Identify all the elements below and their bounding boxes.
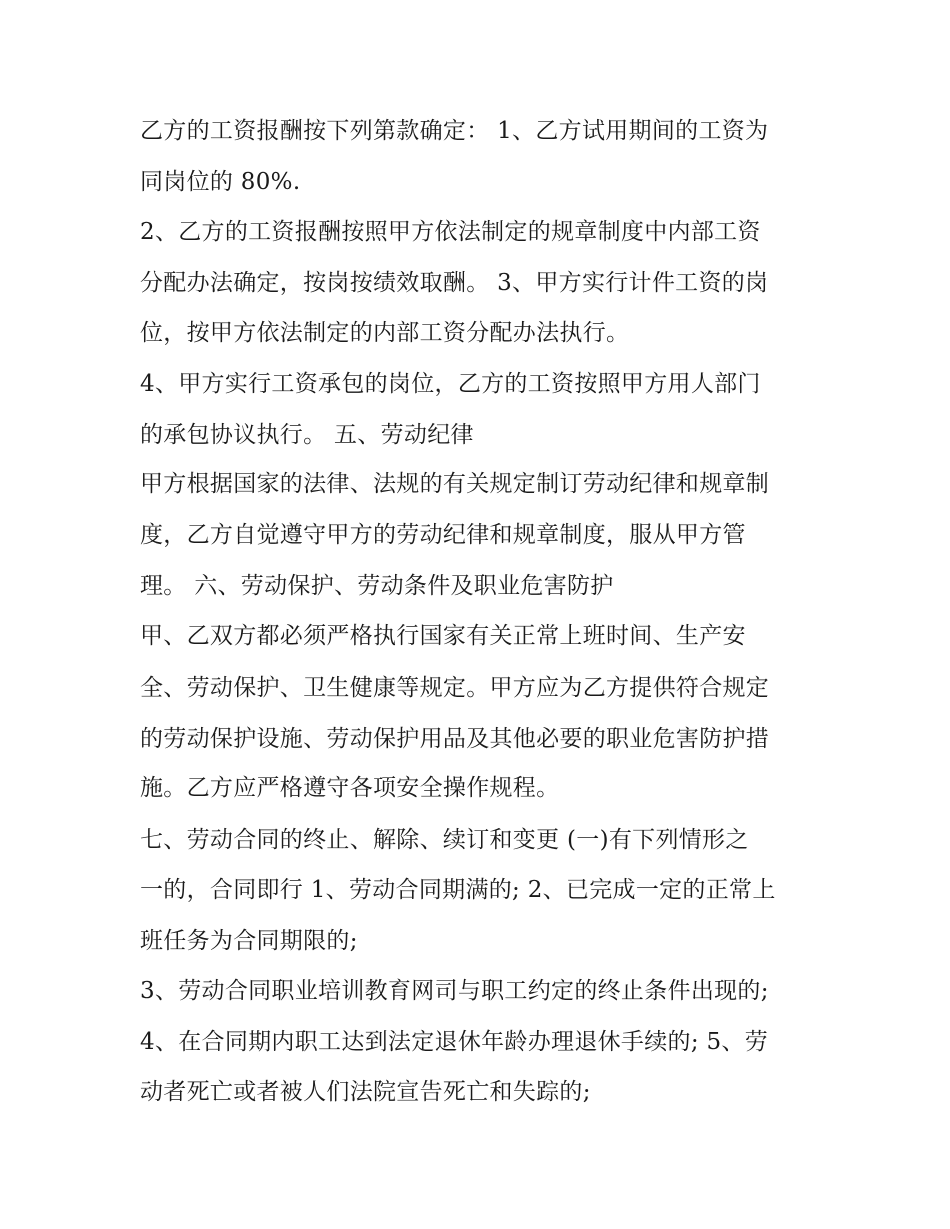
- text-line: 全、劳动保护、卫生健康等规定。甲方应为乙方提供符合规定: [140, 675, 770, 701]
- text-line: 2、乙方的工资报酬按照甲方依法制定的规章制度中内部工资: [140, 219, 761, 245]
- text-line: 七、劳动合同的终止、解除、续订和变更 (一)有下列情形之: [140, 827, 749, 853]
- text-line: 的劳动保护设施、劳动保护用品及其他必要的职业危害防护措: [140, 726, 770, 752]
- text-line: 理。 六、劳动保护、劳动条件及职业危害防护: [140, 573, 614, 599]
- text-line: 甲方根据国家的法律、法规的有关规定制订劳动纪律和规章制: [140, 471, 770, 497]
- text-line: 分配办法确定，按岗按绩效取酬。 3、甲方实行计件工资的岗: [140, 270, 769, 296]
- text-line: 动者死亡或者被人们法院宣告死亡和失踪的;: [140, 1079, 591, 1105]
- text-line: 的承包协议执行。 五、劳动纪律: [140, 422, 474, 448]
- text-line: 乙方的工资报酬按下列第款确定： 1、乙方试用期间的工资为: [140, 118, 769, 144]
- text-line: 班任务为合同期限的;: [140, 928, 358, 954]
- text-line: 施。乙方应严格遵守各项安全操作规程。: [140, 775, 560, 801]
- text-line: 一的，合同即行 1、劳动合同期满的; 2、已完成一定的正常上: [140, 877, 776, 903]
- text-line: 4、在合同期内职工达到法定退休年龄办理退休手续的; 5、劳: [140, 1029, 769, 1055]
- text-line: 3、劳动合同职业培训教育网司与职工约定的终止条件出现的;: [140, 978, 769, 1004]
- text-line: 位，按甲方依法制定的内部工资分配办法执行。: [140, 320, 630, 346]
- text-line: 同岗位的 80%.: [140, 169, 301, 195]
- text-line: 甲、乙双方都必须严格执行国家有关正常上班时间、生产安: [140, 623, 746, 649]
- text-line: 4、甲方实行工资承包的岗位，乙方的工资按照甲方用人部门: [140, 371, 761, 397]
- text-line: 度，乙方自觉遵守甲方的劳动纪律和规章制度，服从甲方管: [140, 522, 746, 548]
